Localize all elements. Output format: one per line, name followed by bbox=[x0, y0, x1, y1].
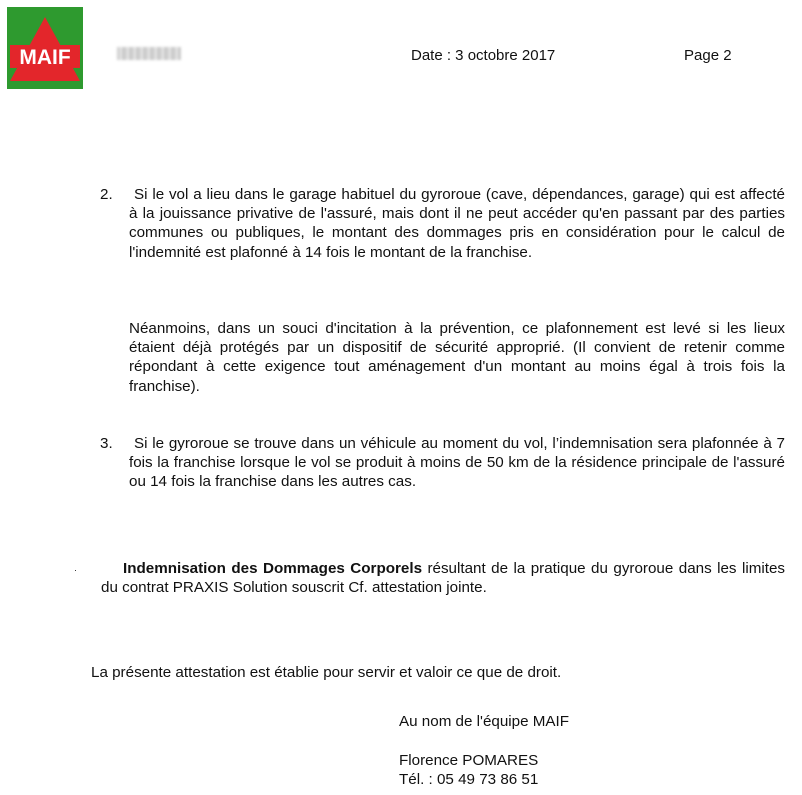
corporels-paragraph bbox=[101, 559, 785, 597]
header-date: Date : 3 octobre 2017 bbox=[411, 47, 556, 64]
item-number-2: 2. bbox=[100, 186, 113, 203]
logo-text: MAIF bbox=[19, 46, 71, 69]
item-number-3: 3. bbox=[100, 435, 113, 452]
item-2-text: Si le vol a lieu dans le garage habituel du gyroroue (cave, dépendances, garage) qui est affecté à la jouissance privative de l'assuré, mais dont il ne peut accéder qu'en passant par des parties communes ou publiques, le montant des dommages pris en considération pour le calcul de l'indemnité est plafonné à 14 fois le montant de la franchise. bbox=[129, 186, 785, 261]
item-3-text: Si le gyroroue se trouve dans un véhicule au moment du vol, l’indemnisation sera plafonnée à 7 fois la franchise lorsque le vol se produit à moins de 50 km de la résidence principale de l'assuré ou 14 fois la franchise dans les autres cas. bbox=[129, 435, 785, 491]
header-page-number: Page 2 bbox=[684, 47, 732, 64]
signature-team: Au nom de l'équipe MAIF bbox=[399, 713, 570, 730]
maif-logo bbox=[7, 7, 83, 89]
corporels-rest: résultant de la pratique du gyroroue dans les limites du contrat PRAXIS Solution souscrit Cf. attestation jointe. bbox=[101, 560, 785, 597]
closing-statement: La présente attestation est établie pour servir et valoir ce que de droit. bbox=[91, 664, 562, 681]
item-2-note: Néanmoins, dans un souci d'incitation à la prévention, ce plafonnement est levé si les lieux étaient déjà protégés par un dispositif de sécurité approprié. (Il convient de retenir comme répondant à cette exigence tout aménagement d'un montant au moins égal à trois fois la franchise). bbox=[129, 320, 785, 395]
signature-phone: Tél. : 05 49 73 86 51 bbox=[399, 771, 539, 788]
redacted-reference bbox=[117, 47, 181, 60]
signature-name: Florence POMARES bbox=[399, 752, 539, 769]
corporels-bold-title: Indemnisation des Dommages Corporels bbox=[123, 560, 423, 577]
bullet-dot: · bbox=[74, 565, 77, 575]
